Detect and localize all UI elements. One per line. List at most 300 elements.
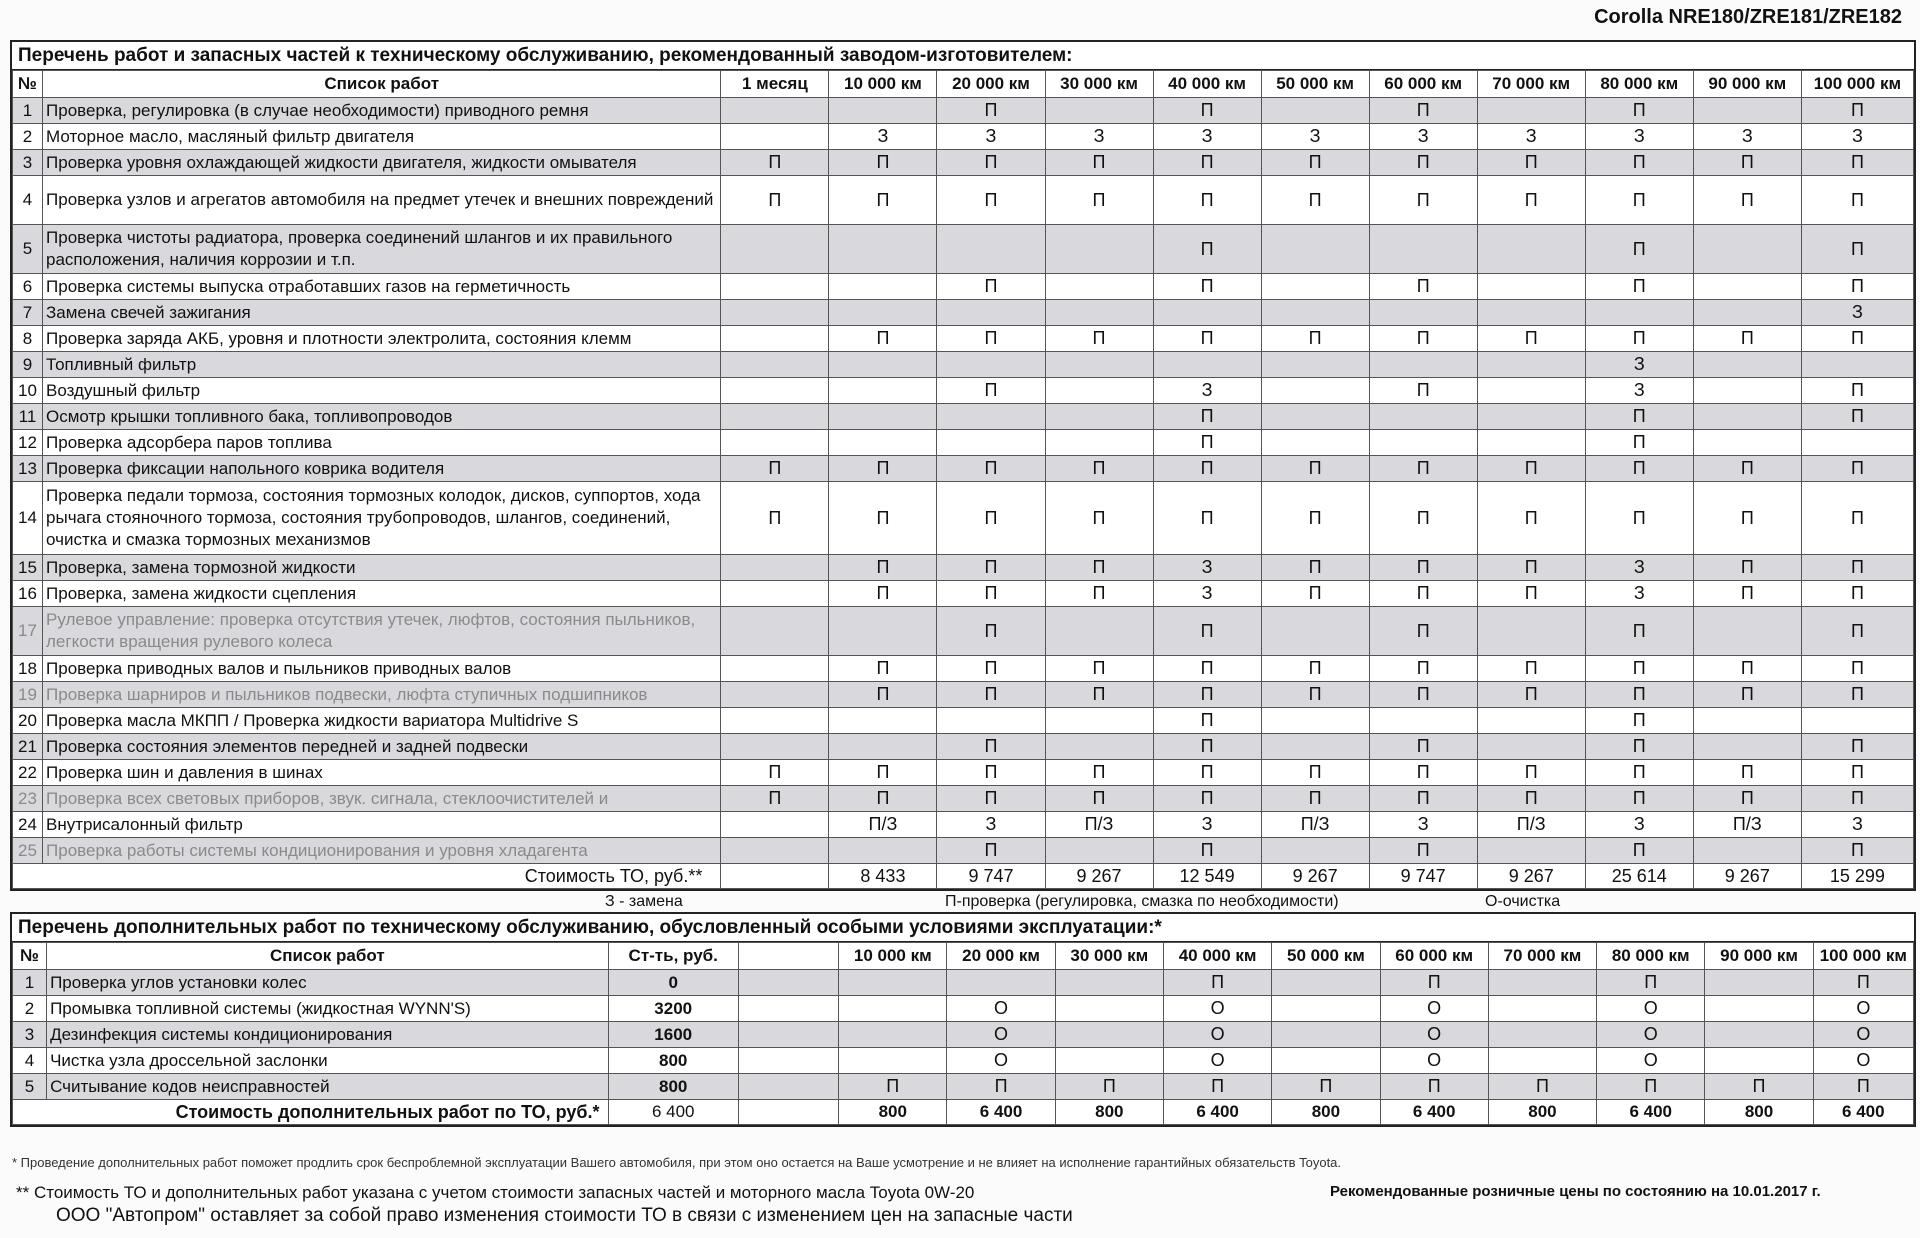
interval-mark: П — [937, 581, 1045, 607]
work-price: 3200 — [608, 996, 738, 1022]
column-header: 20 000 км — [947, 943, 1055, 970]
interval-mark: П — [1369, 98, 1477, 124]
interval-mark — [1477, 838, 1585, 864]
table-row — [13, 1048, 1914, 1074]
column-header: 10 000 км — [839, 943, 947, 970]
table-row — [13, 581, 1914, 607]
interval-mark: П — [829, 456, 937, 482]
interval-mark: П — [1801, 378, 1913, 404]
row-number: 2 — [13, 124, 43, 150]
work-name: Чистка узла дроссельной заслонки — [47, 1048, 608, 1074]
column-header: 80 000 км — [1585, 71, 1693, 98]
interval-mark: П — [829, 150, 937, 176]
interval-mark — [1045, 98, 1153, 124]
interval-mark — [1693, 378, 1801, 404]
maintenance-cost-row — [13, 864, 1914, 889]
interval-mark: П — [1369, 607, 1477, 656]
interval-mark: П — [1585, 176, 1693, 225]
interval-mark — [1261, 300, 1369, 326]
interval-mark — [1693, 300, 1801, 326]
row-number: 5 — [13, 1074, 47, 1100]
interval-mark — [1261, 404, 1369, 430]
interval-mark: П — [1045, 760, 1153, 786]
interval-mark: П — [1585, 274, 1693, 300]
interval-mark — [1693, 708, 1801, 734]
interval-mark — [1693, 734, 1801, 760]
interval-mark: О — [1813, 1022, 1913, 1048]
interval-mark — [721, 300, 829, 326]
interval-mark: П — [1055, 1074, 1163, 1100]
row-number: 4 — [13, 176, 43, 225]
interval-mark: П — [1369, 150, 1477, 176]
interval-mark — [1488, 970, 1596, 996]
work-name: Проверка педали тормоза, состояния тормозных колодок, дисков, суппортов, хода рычага стояночного тормоза, состояния трубопроводов, шлангов, соединений, очистка и смазка тормозных механизмов — [43, 482, 721, 555]
interval-mark — [947, 970, 1055, 996]
table-row — [13, 176, 1914, 225]
interval-mark: О — [1380, 1048, 1488, 1074]
column-header: 100 000 км — [1801, 71, 1913, 98]
interval-mark: П — [937, 786, 1045, 812]
row-number: 3 — [13, 1022, 47, 1048]
column-header: 40 000 км — [1153, 71, 1261, 98]
interval-mark — [839, 1022, 947, 1048]
interval-mark — [1045, 708, 1153, 734]
interval-mark: П — [1153, 656, 1261, 682]
work-name: Проверка, регулировка (в случае необходимости) приводного ремня — [43, 98, 721, 124]
interval-mark: П — [1801, 150, 1913, 176]
interval-mark — [839, 1048, 947, 1074]
interval-mark: П — [1153, 150, 1261, 176]
interval-mark — [1488, 1048, 1596, 1074]
row-number: 4 — [13, 1048, 47, 1074]
interval-mark — [721, 274, 829, 300]
interval-mark: З — [1153, 555, 1261, 581]
interval-mark: П — [1153, 786, 1261, 812]
work-name: Проверка адсорбера паров топлива — [43, 430, 721, 456]
interval-mark: П — [1477, 456, 1585, 482]
column-header: 70 000 км — [1477, 71, 1585, 98]
interval-mark: П — [1369, 456, 1477, 482]
interval-mark — [1261, 838, 1369, 864]
table-row — [13, 300, 1914, 326]
interval-mark: П — [937, 656, 1045, 682]
interval-mark: П — [1153, 607, 1261, 656]
empty-cell — [738, 1022, 838, 1048]
interval-mark — [1693, 98, 1801, 124]
table-row — [13, 150, 1914, 176]
interval-mark: П — [1153, 98, 1261, 124]
interval-mark — [1045, 274, 1153, 300]
interval-mark: П — [937, 98, 1045, 124]
interval-mark — [829, 838, 937, 864]
interval-mark: П — [1585, 607, 1693, 656]
interval-mark: З — [1369, 812, 1477, 838]
interval-mark: П — [937, 734, 1045, 760]
table-row — [13, 378, 1914, 404]
interval-mark: П — [1153, 274, 1261, 300]
table-row — [13, 786, 1914, 812]
table-row — [13, 996, 1914, 1022]
interval-mark: П — [1045, 482, 1153, 555]
interval-mark: З — [1153, 124, 1261, 150]
interval-mark: П — [1153, 838, 1261, 864]
work-name: Проверка узлов и агрегатов автомобиля на предмет утечек и внешних повреждений — [43, 176, 721, 225]
work-name: Проверка чистоты радиатора, проверка соединений шлангов и их правильного расположения, наличия коррозии и т.п. — [43, 225, 721, 274]
interval-mark — [829, 352, 937, 378]
interval-mark: О — [947, 1048, 1055, 1074]
interval-mark — [937, 225, 1045, 274]
interval-mark — [839, 996, 947, 1022]
interval-mark — [721, 708, 829, 734]
model-label: Corolla NRE180/ZRE181/ZRE182 — [1594, 6, 1902, 28]
work-name: Промывка топливной системы (жидкостная WYNN'S) — [47, 996, 608, 1022]
interval-mark — [721, 555, 829, 581]
table-row — [13, 607, 1914, 656]
interval-mark: П — [1585, 708, 1693, 734]
interval-mark: П — [829, 176, 937, 225]
interval-mark: О — [947, 1022, 1055, 1048]
interval-mark: П — [1045, 150, 1153, 176]
interval-mark — [1705, 1048, 1813, 1074]
interval-mark: П — [1477, 760, 1585, 786]
interval-mark: П — [937, 176, 1045, 225]
cost-value: 6 400 — [1380, 1100, 1488, 1125]
interval-mark: З — [1585, 352, 1693, 378]
interval-mark: П — [1369, 326, 1477, 352]
interval-mark: П — [1477, 555, 1585, 581]
table-row — [13, 838, 1914, 864]
interval-mark: П — [1380, 970, 1488, 996]
interval-mark — [1055, 1022, 1163, 1048]
interval-mark — [829, 430, 937, 456]
interval-mark: П — [937, 838, 1045, 864]
interval-mark — [937, 430, 1045, 456]
interval-mark — [1477, 430, 1585, 456]
interval-mark: О — [1813, 996, 1913, 1022]
work-name: Моторное масло, масляный фильтр двигателя — [43, 124, 721, 150]
work-name: Считывание кодов неисправностей — [47, 1074, 608, 1100]
cost-value: 9 747 — [937, 864, 1045, 889]
additional-cost-total: 6 400 — [608, 1100, 738, 1125]
interval-mark — [1477, 607, 1585, 656]
interval-mark: П — [1261, 581, 1369, 607]
interval-mark: З — [829, 124, 937, 150]
table-row — [13, 555, 1914, 581]
interval-mark: О — [1597, 1022, 1705, 1048]
interval-mark: О — [1163, 996, 1271, 1022]
maintenance-table-title: Перечень работ и запасных частей к техническому обслуживанию, рекомендованный заводом-изготовителем: — [12, 42, 1914, 70]
interval-mark: П — [937, 555, 1045, 581]
cost-value: 800 — [1272, 1100, 1380, 1125]
column-header: 40 000 км — [1163, 943, 1271, 970]
interval-mark: О — [1597, 996, 1705, 1022]
interval-mark — [1585, 300, 1693, 326]
interval-mark: П — [1477, 581, 1585, 607]
interval-mark: П — [1585, 760, 1693, 786]
interval-mark: П — [1801, 682, 1913, 708]
interval-mark: П — [1693, 656, 1801, 682]
interval-mark: З — [1801, 124, 1913, 150]
row-number: 11 — [13, 404, 43, 430]
interval-mark — [1045, 838, 1153, 864]
work-name: Воздушный фильтр — [43, 378, 721, 404]
interval-mark: П — [937, 482, 1045, 555]
table-row — [13, 98, 1914, 124]
additional-cost-label: Стоимость дополнительных работ по ТО, руб.* — [13, 1100, 609, 1125]
row-number: 19 — [13, 682, 43, 708]
interval-mark: П — [1153, 708, 1261, 734]
interval-mark: П — [1477, 326, 1585, 352]
interval-mark: П — [1693, 176, 1801, 225]
interval-mark — [1045, 300, 1153, 326]
interval-mark: П — [829, 581, 937, 607]
interval-mark: П — [1477, 482, 1585, 555]
interval-mark: П — [1369, 274, 1477, 300]
interval-mark — [829, 98, 937, 124]
interval-mark: П — [829, 482, 937, 555]
row-number: 3 — [13, 150, 43, 176]
work-name: Проверка приводных валов и пыльников приводных валов — [43, 656, 721, 682]
column-header: 50 000 км — [1261, 71, 1369, 98]
interval-mark — [829, 708, 937, 734]
interval-mark: П — [1488, 1074, 1596, 1100]
legend-replace: З - замена — [605, 893, 683, 910]
work-name: Проверка системы выпуска отработавших газов на герметичность — [43, 274, 721, 300]
interval-mark: П — [829, 656, 937, 682]
interval-mark: П — [1585, 682, 1693, 708]
interval-mark: П — [1801, 581, 1913, 607]
interval-mark — [721, 607, 829, 656]
interval-mark: П — [937, 274, 1045, 300]
work-name: Осмотр крышки топливного бака, топливопроводов — [43, 404, 721, 430]
interval-mark: П — [721, 176, 829, 225]
cost-value: 800 — [1705, 1100, 1813, 1125]
footnote-3: ООО "Автопром" оставляет за собой право изменения стоимости ТО в связи с изменением цен на запасные части — [56, 1205, 1073, 1226]
interval-mark — [1488, 996, 1596, 1022]
empty-cell — [738, 996, 838, 1022]
interval-mark: П — [1153, 225, 1261, 274]
column-header: 90 000 км — [1693, 71, 1801, 98]
interval-mark: П — [1261, 482, 1369, 555]
interval-mark — [1261, 98, 1369, 124]
interval-mark — [1153, 352, 1261, 378]
interval-mark — [937, 300, 1045, 326]
work-price: 0 — [608, 970, 738, 996]
row-number: 9 — [13, 352, 43, 378]
table-row — [13, 656, 1914, 682]
table-row — [13, 760, 1914, 786]
cost-value: 6 400 — [1163, 1100, 1271, 1125]
interval-mark: П — [1380, 1074, 1488, 1100]
table-row — [13, 124, 1914, 150]
interval-mark: П — [1369, 760, 1477, 786]
column-header: 30 000 км — [1045, 71, 1153, 98]
column-header: 70 000 км — [1488, 943, 1596, 970]
interval-mark — [1693, 404, 1801, 430]
interval-mark — [721, 352, 829, 378]
cost-value: 800 — [1055, 1100, 1163, 1125]
column-header: Ст-ть, руб. — [608, 943, 738, 970]
row-number: 6 — [13, 274, 43, 300]
interval-mark: П — [1369, 734, 1477, 760]
interval-mark: П — [1585, 98, 1693, 124]
interval-mark — [721, 326, 829, 352]
work-name: Проверка, замена жидкости сцепления — [43, 581, 721, 607]
interval-mark: П — [1153, 482, 1261, 555]
work-name: Проверка шарниров и пыльников подвески, люфта ступичных подшипников — [43, 682, 721, 708]
interval-mark: П — [1261, 682, 1369, 708]
interval-mark: П — [1272, 1074, 1380, 1100]
interval-mark: П — [1705, 1074, 1813, 1100]
row-number: 1 — [13, 970, 47, 996]
interval-mark — [1045, 225, 1153, 274]
cost-value: 9 747 — [1369, 864, 1477, 889]
cost-value: 12 549 — [1153, 864, 1261, 889]
interval-mark: П — [1585, 326, 1693, 352]
interval-mark — [1477, 274, 1585, 300]
interval-mark: П — [1045, 786, 1153, 812]
column-header: 90 000 км — [1705, 943, 1813, 970]
interval-mark — [1705, 970, 1813, 996]
cost-value: 25 614 — [1585, 864, 1693, 889]
interval-mark — [1488, 1022, 1596, 1048]
interval-mark — [1693, 838, 1801, 864]
interval-mark: П — [1801, 98, 1913, 124]
work-name: Проверка заряда АКБ, уровня и плотности электролита, состояния клемм — [43, 326, 721, 352]
interval-mark: З — [1585, 378, 1693, 404]
cost-value: 800 — [839, 1100, 947, 1125]
empty-cell — [738, 1048, 838, 1074]
table-row — [13, 456, 1914, 482]
interval-mark — [1801, 352, 1913, 378]
row-number: 2 — [13, 996, 47, 1022]
column-header: 10 000 км — [829, 71, 937, 98]
interval-mark — [829, 225, 937, 274]
interval-mark: П — [937, 760, 1045, 786]
interval-mark: П — [1261, 326, 1369, 352]
work-name: Проверка работы системы кондиционирования и уровня хладагента — [43, 838, 721, 864]
interval-mark — [1477, 225, 1585, 274]
interval-mark — [829, 734, 937, 760]
interval-mark: П — [1693, 786, 1801, 812]
table-row — [13, 225, 1914, 274]
cost-value: 9 267 — [1045, 864, 1153, 889]
interval-mark: П — [937, 150, 1045, 176]
interval-mark: П — [937, 607, 1045, 656]
interval-mark: П — [1261, 760, 1369, 786]
interval-mark: П/З — [829, 812, 937, 838]
work-name: Проверка всех световых приборов, звук. сигнала, стеклоочистителей и — [43, 786, 721, 812]
additional-cost-row — [13, 1100, 1914, 1125]
table-row — [13, 812, 1914, 838]
work-name: Топливный фильтр — [43, 352, 721, 378]
cost-value: 15 299 — [1801, 864, 1913, 889]
work-name: Проверка, замена тормозной жидкости — [43, 555, 721, 581]
empty-cell — [738, 970, 838, 996]
interval-mark: П — [1163, 970, 1271, 996]
column-header: Список работ — [43, 71, 721, 98]
interval-mark: П — [937, 682, 1045, 708]
interval-mark: П — [937, 456, 1045, 482]
interval-mark: П — [829, 326, 937, 352]
interval-mark — [721, 225, 829, 274]
interval-mark: П — [1045, 656, 1153, 682]
additional-works-table — [12, 942, 1914, 1125]
interval-mark: О — [1380, 1022, 1488, 1048]
interval-mark — [829, 274, 937, 300]
cost-value: 9 267 — [1477, 864, 1585, 889]
legend-check: П-проверка (регулировка, смазка по необходимости) — [945, 893, 1339, 910]
interval-mark: П — [829, 760, 937, 786]
interval-mark: П — [1045, 555, 1153, 581]
interval-mark: О — [1813, 1048, 1913, 1074]
interval-mark — [1055, 1048, 1163, 1074]
interval-mark — [1261, 430, 1369, 456]
interval-mark — [1369, 225, 1477, 274]
interval-mark — [1477, 300, 1585, 326]
prices-date: Рекомендованные розничные цены по состоянию на 10.01.2017 г. — [1330, 1183, 1821, 1200]
column-header: № — [13, 71, 43, 98]
interval-mark: П — [829, 555, 937, 581]
table-row — [13, 1022, 1914, 1048]
interval-mark: П — [1153, 760, 1261, 786]
interval-mark: П — [1369, 482, 1477, 555]
interval-mark: П — [1801, 326, 1913, 352]
row-number: 10 — [13, 378, 43, 404]
interval-mark — [1272, 970, 1380, 996]
column-header: 80 000 км — [1597, 943, 1705, 970]
interval-mark: З — [1153, 378, 1261, 404]
column-header: 50 000 км — [1272, 943, 1380, 970]
work-name: Проверка масла МКПП / Проверка жидкости вариатора Multidrive S — [43, 708, 721, 734]
interval-mark: П — [1477, 786, 1585, 812]
interval-mark — [937, 404, 1045, 430]
interval-mark — [1693, 352, 1801, 378]
interval-mark: П — [1585, 150, 1693, 176]
interval-mark — [1261, 734, 1369, 760]
row-number: 12 — [13, 430, 43, 456]
column-header: 20 000 км — [937, 71, 1045, 98]
interval-mark: З — [1477, 124, 1585, 150]
interval-mark: З — [937, 812, 1045, 838]
interval-mark: П — [1045, 581, 1153, 607]
cost-value — [721, 864, 829, 889]
interval-mark: П — [1585, 482, 1693, 555]
interval-mark: П — [1801, 482, 1913, 555]
interval-mark — [1801, 430, 1913, 456]
interval-mark — [1477, 378, 1585, 404]
interval-mark: П — [1045, 176, 1153, 225]
interval-mark: П — [1801, 225, 1913, 274]
interval-mark: П — [1693, 555, 1801, 581]
interval-mark — [1705, 1022, 1813, 1048]
interval-mark: П — [1801, 734, 1913, 760]
interval-mark: П — [1813, 1074, 1913, 1100]
interval-mark — [721, 682, 829, 708]
row-number: 16 — [13, 581, 43, 607]
row-number: 24 — [13, 812, 43, 838]
interval-mark: З — [1585, 812, 1693, 838]
cost-value: 6 400 — [1813, 1100, 1913, 1125]
interval-mark — [937, 708, 1045, 734]
interval-mark — [721, 812, 829, 838]
interval-mark: П — [721, 760, 829, 786]
interval-mark — [721, 734, 829, 760]
interval-mark — [721, 581, 829, 607]
interval-mark — [1045, 734, 1153, 760]
table-row — [13, 404, 1914, 430]
interval-mark: П — [721, 150, 829, 176]
